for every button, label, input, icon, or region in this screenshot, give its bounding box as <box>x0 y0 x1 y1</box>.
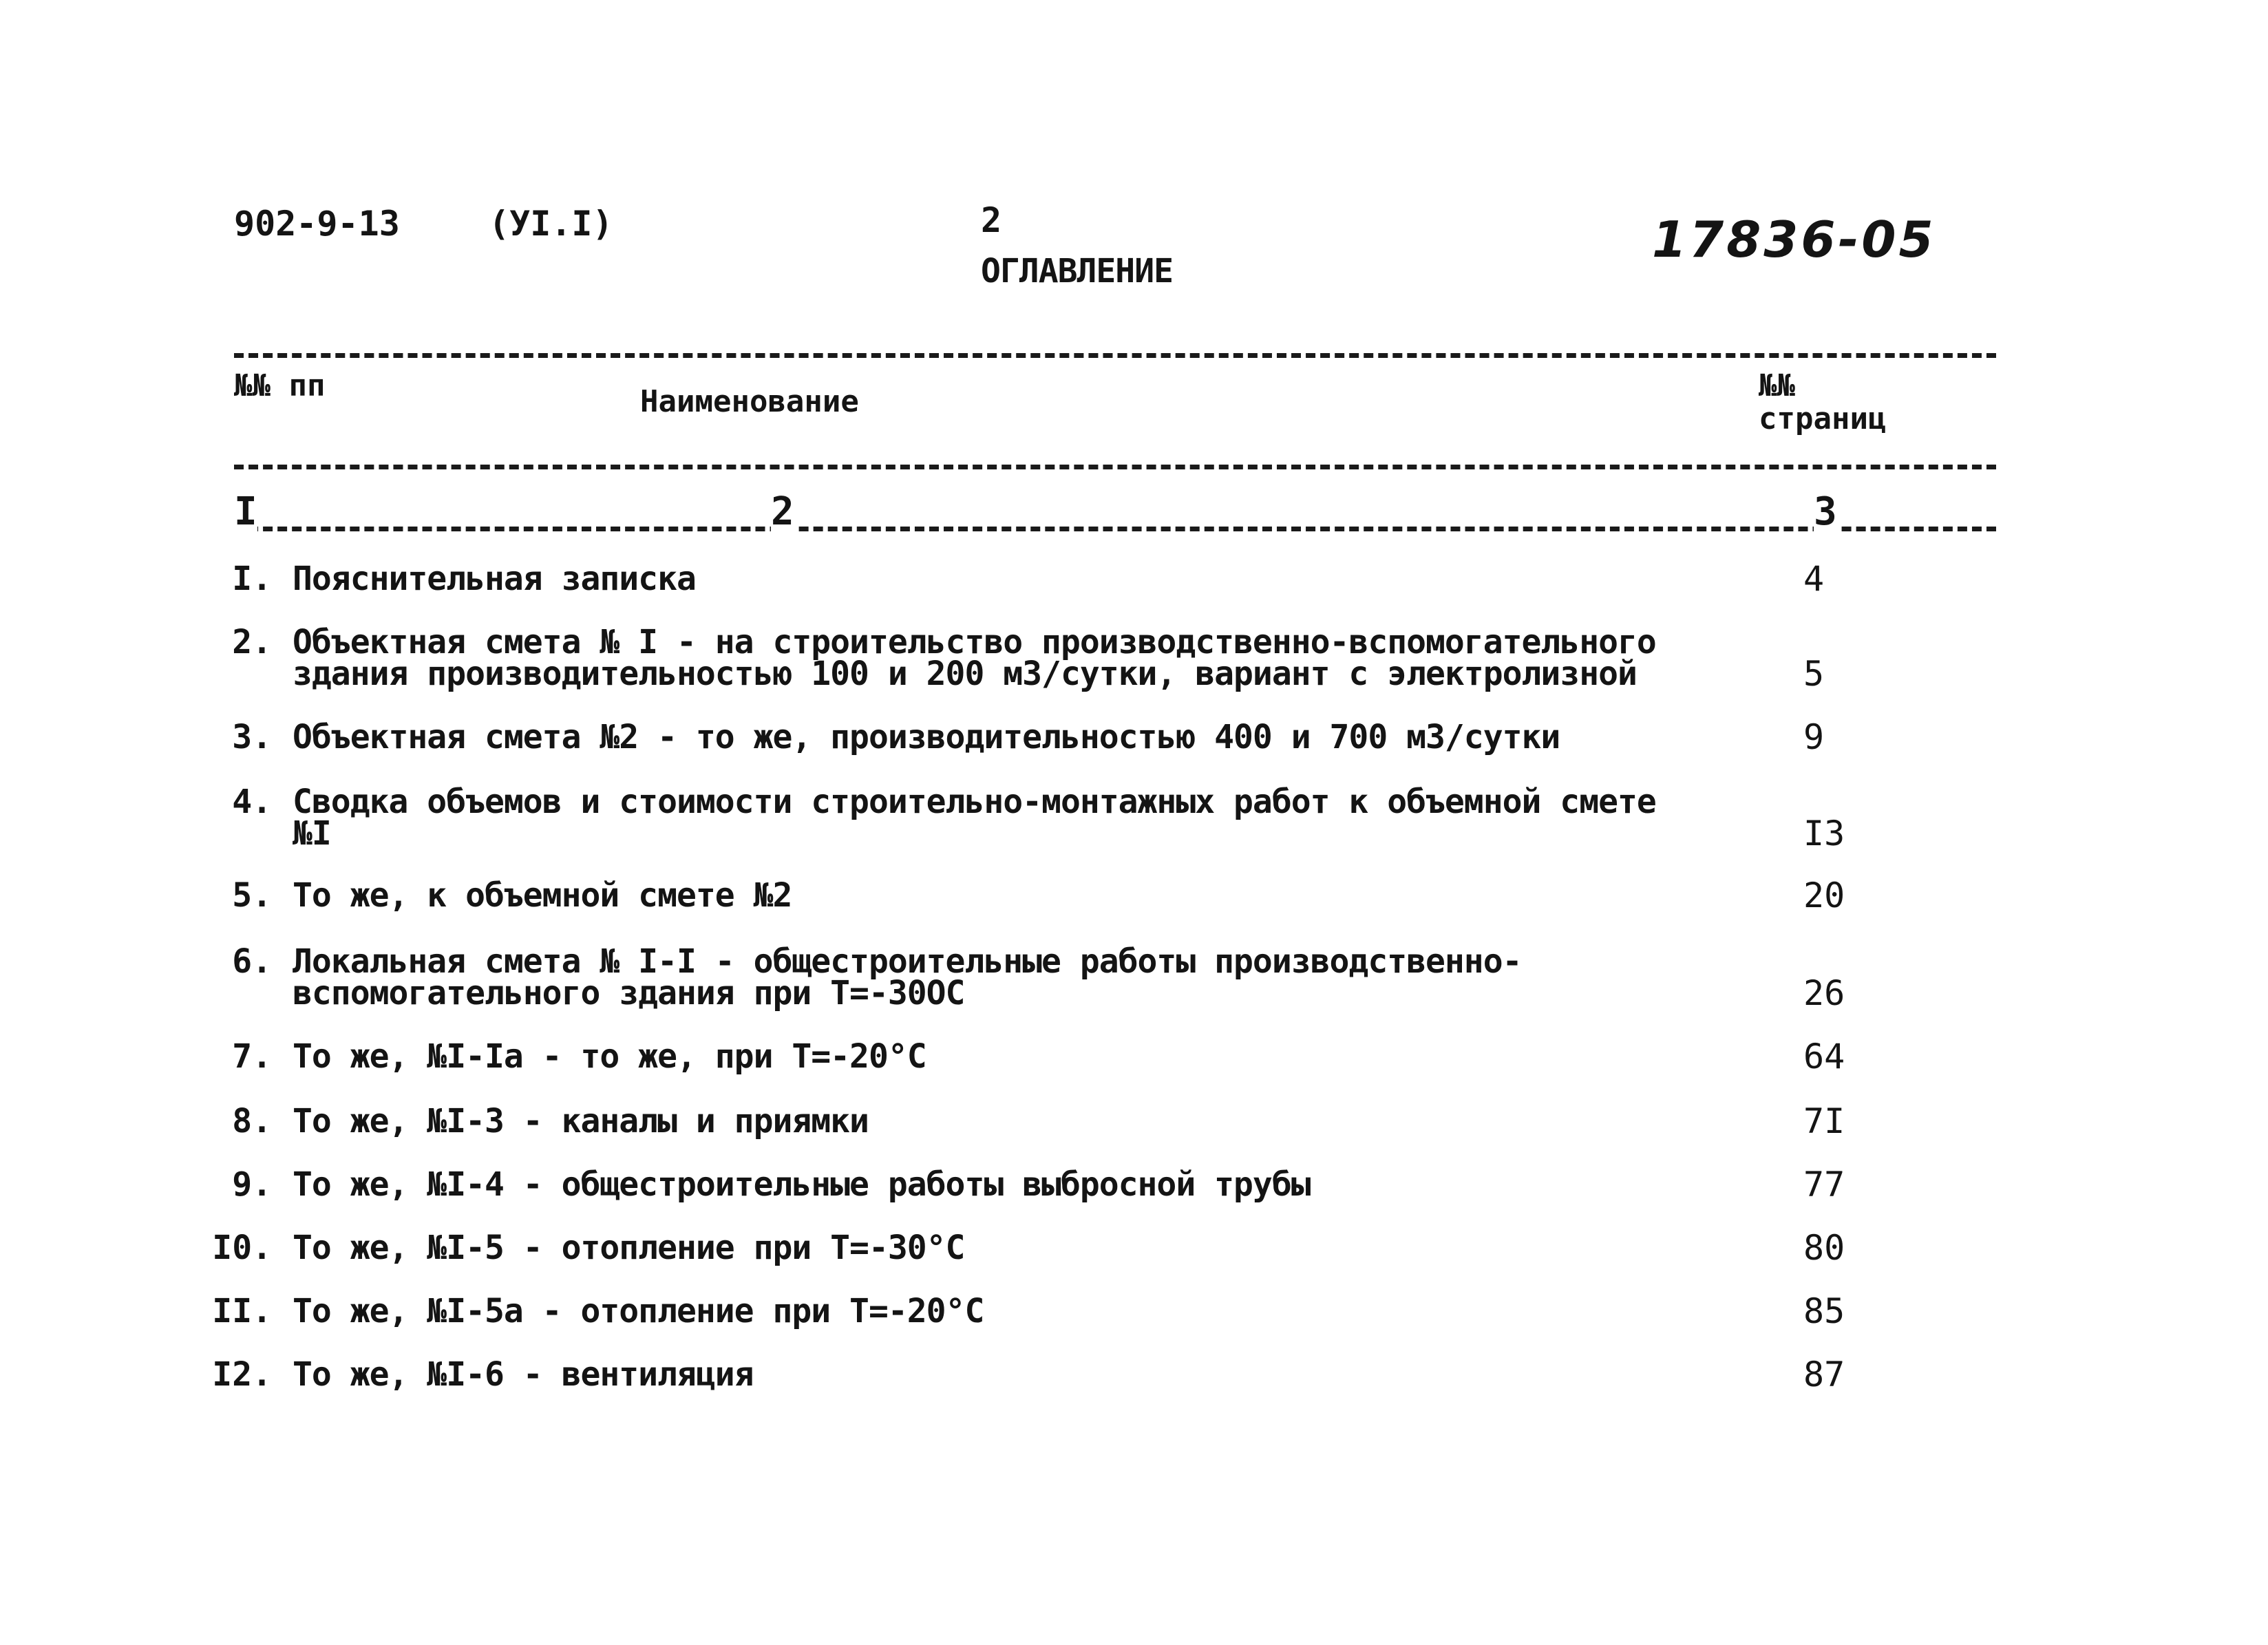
page-number: 2 <box>981 200 1002 240</box>
entry-title: Локальная смета № I-I - общестроительные работы производственно-вспомогательного здания при Т=-30ОС <box>293 942 1522 1012</box>
inventory-number: 17836-05 <box>1652 211 1936 268</box>
entry-page: 64 <box>1803 1037 1845 1076</box>
entry-page: 80 <box>1803 1228 1845 1268</box>
entry-number: 7. <box>232 1037 272 1076</box>
column-number-1: I <box>234 489 257 534</box>
entry-page: 77 <box>1803 1165 1845 1204</box>
entry-page: 9 <box>1803 717 1825 757</box>
entry-number: II. <box>212 1292 272 1330</box>
column-numbers-row <box>234 490 1996 538</box>
entry-title: То же, №I-5а - отопление при Т=-20°С <box>293 1292 984 1330</box>
entry-number: 9. <box>232 1165 272 1204</box>
entry-number: 8. <box>232 1102 272 1140</box>
entry-page: 20 <box>1803 875 1845 915</box>
entry-number: 3. <box>232 718 272 756</box>
column-header-pages: №№ страниц <box>1759 368 1887 436</box>
entry-title: То же, к объемной смете №2 <box>293 876 792 915</box>
column-numbers-rule <box>234 527 1996 531</box>
column-number-3: 3 <box>1814 489 1837 534</box>
column-number-2: 2 <box>771 489 794 534</box>
entry-number: 5. <box>232 876 272 915</box>
section-code: (УI.I) <box>489 204 613 244</box>
entry-page: 87 <box>1803 1355 1845 1394</box>
entry-title: Пояснительная записка <box>293 560 696 598</box>
page-title: ОГЛАВЛЕНИЕ <box>981 252 1173 290</box>
entry-title: Объектная смета № I - на строительство производственно-вспомогательного здания производительностью 100 и 200 м3/сутки, вариант с электролизной <box>293 623 1656 693</box>
entry-title: То же, №I-6 - вентиляция <box>293 1355 754 1394</box>
entry-title: То же, №I-4 - общестроительные работы выбросной трубы <box>293 1165 1311 1204</box>
entry-page: 4 <box>1803 559 1825 599</box>
entry-title: Объектная смета №2 - то же, производительностью 400 и 700 м3/сутки <box>293 718 1560 756</box>
document-code: 902-9-13 <box>234 204 400 244</box>
entry-number: 2. <box>232 623 272 661</box>
entry-number: 4. <box>232 783 272 821</box>
table-header-rule <box>234 465 1996 469</box>
entry-number: I. <box>232 560 272 598</box>
entry-page: 85 <box>1803 1291 1845 1331</box>
table-top-rule <box>234 353 1996 358</box>
column-header-name: Наименование <box>640 384 859 419</box>
entry-title: То же, №I-Iа - то же, при Т=-20°С <box>293 1037 926 1076</box>
entry-title: Сводка объемов и стоимости строительно-монтажных работ к объемной смете №I <box>293 783 1656 853</box>
column-header-number: №№ пп <box>234 368 326 403</box>
entry-page: 5 <box>1803 654 1825 694</box>
entry-title: То же, №I-5 - отопление при Т=-30°С <box>293 1229 965 1267</box>
entry-number: I2. <box>212 1355 272 1394</box>
entry-number: 6. <box>232 942 272 981</box>
entry-page: 7I <box>1803 1101 1845 1141</box>
entry-page: 26 <box>1803 973 1845 1013</box>
entry-page: I3 <box>1803 814 1845 853</box>
entry-number: I0. <box>212 1229 272 1267</box>
entry-title: То же, №I-3 - каналы и приямки <box>293 1102 869 1140</box>
